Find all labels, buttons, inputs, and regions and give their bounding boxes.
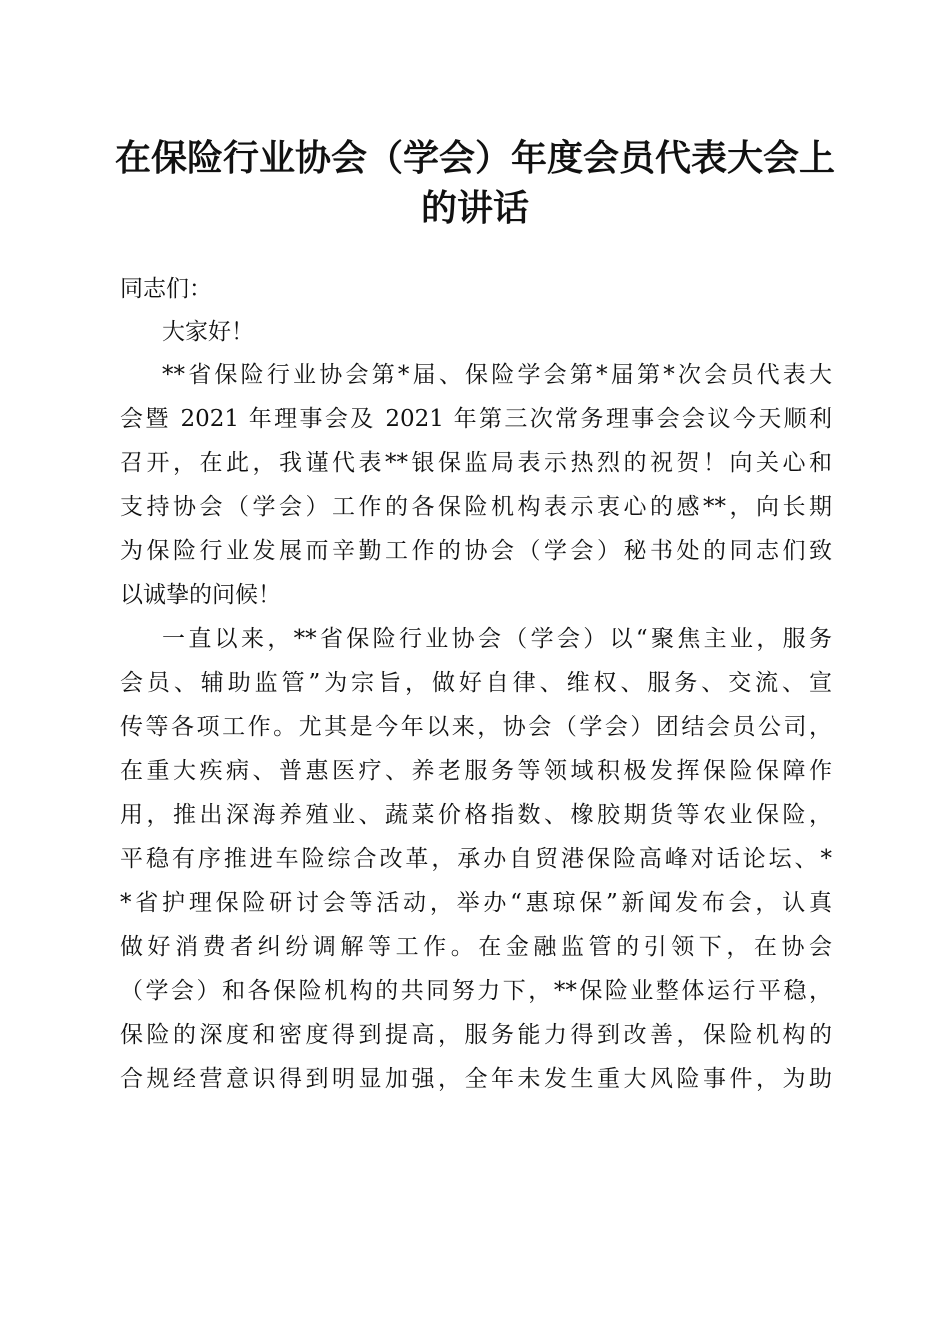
paragraph-1-line: 召开，在此，我谨代表**银保监局表示热烈的祝贺！向关心和 <box>120 450 832 476</box>
paragraph-2-line: （学会）和各保险机构的共同努力下，**保险业整体运行平稳， <box>120 978 832 1004</box>
document-title-line-2: 的讲话 <box>420 187 529 229</box>
paragraph-1-line: 为保险行业发展而辛勤工作的协会（学会）秘书处的同志们致 <box>120 538 832 564</box>
paragraph-2-line: 平稳有序推进车险综合改革，承办自贸港保险高峰对话论坛、* <box>120 846 832 872</box>
paragraph-1-line: 支持协会（学会）工作的各保险机构表示衷心的感**，向长期 <box>120 494 832 520</box>
paragraph-2-line: *省护理保险研讨会等活动，举办“惠琼保”新闻发布会，认真 <box>120 890 832 916</box>
paragraph-1-line: 会暨 2021 年理事会及 2021 年第三次常务理事会会议今天顺利 <box>120 406 832 432</box>
paragraph-2-line: 做好消费者纠纷调解等工作。在金融监管的引领下，在协会 <box>120 934 832 960</box>
document-title-line-1: 在保险行业协会（学会）年度会员代表大会上 <box>114 137 835 179</box>
paragraph-2-line: 传等各项工作。尤其是今年以来，协会（学会）团结会员公司， <box>120 714 832 740</box>
paragraph-2-line: 用，推出深海养殖业、蔬菜价格指数、橡胶期货等农业保险， <box>120 802 832 828</box>
salutation: 同志们： <box>120 276 212 302</box>
paragraph-1-line: **省保险行业协会第*届、保险学会第*届第*次会员代表大 <box>162 362 832 388</box>
paragraph-2-line: 一直以来，**省保险行业协会（学会）以“聚焦主业，服务 <box>162 626 832 652</box>
paragraph-1-line: 以诚挚的问候！ <box>120 582 281 608</box>
paragraph-2-line: 保险的深度和密度得到提高，服务能力得到改善，保险机构的 <box>120 1022 832 1048</box>
paragraph-2-line: 在重大疾病、普惠医疗、养老服务等领域积极发挥保险保障作 <box>120 758 832 784</box>
paragraph-2-line: 会员、辅助监管”为宗旨，做好自律、维权、服务、交流、宣 <box>120 670 832 696</box>
greeting: 大家好！ <box>162 319 254 345</box>
paragraph-2-line: 合规经营意识得到明显加强，全年未发生重大风险事件，为助 <box>120 1066 832 1092</box>
